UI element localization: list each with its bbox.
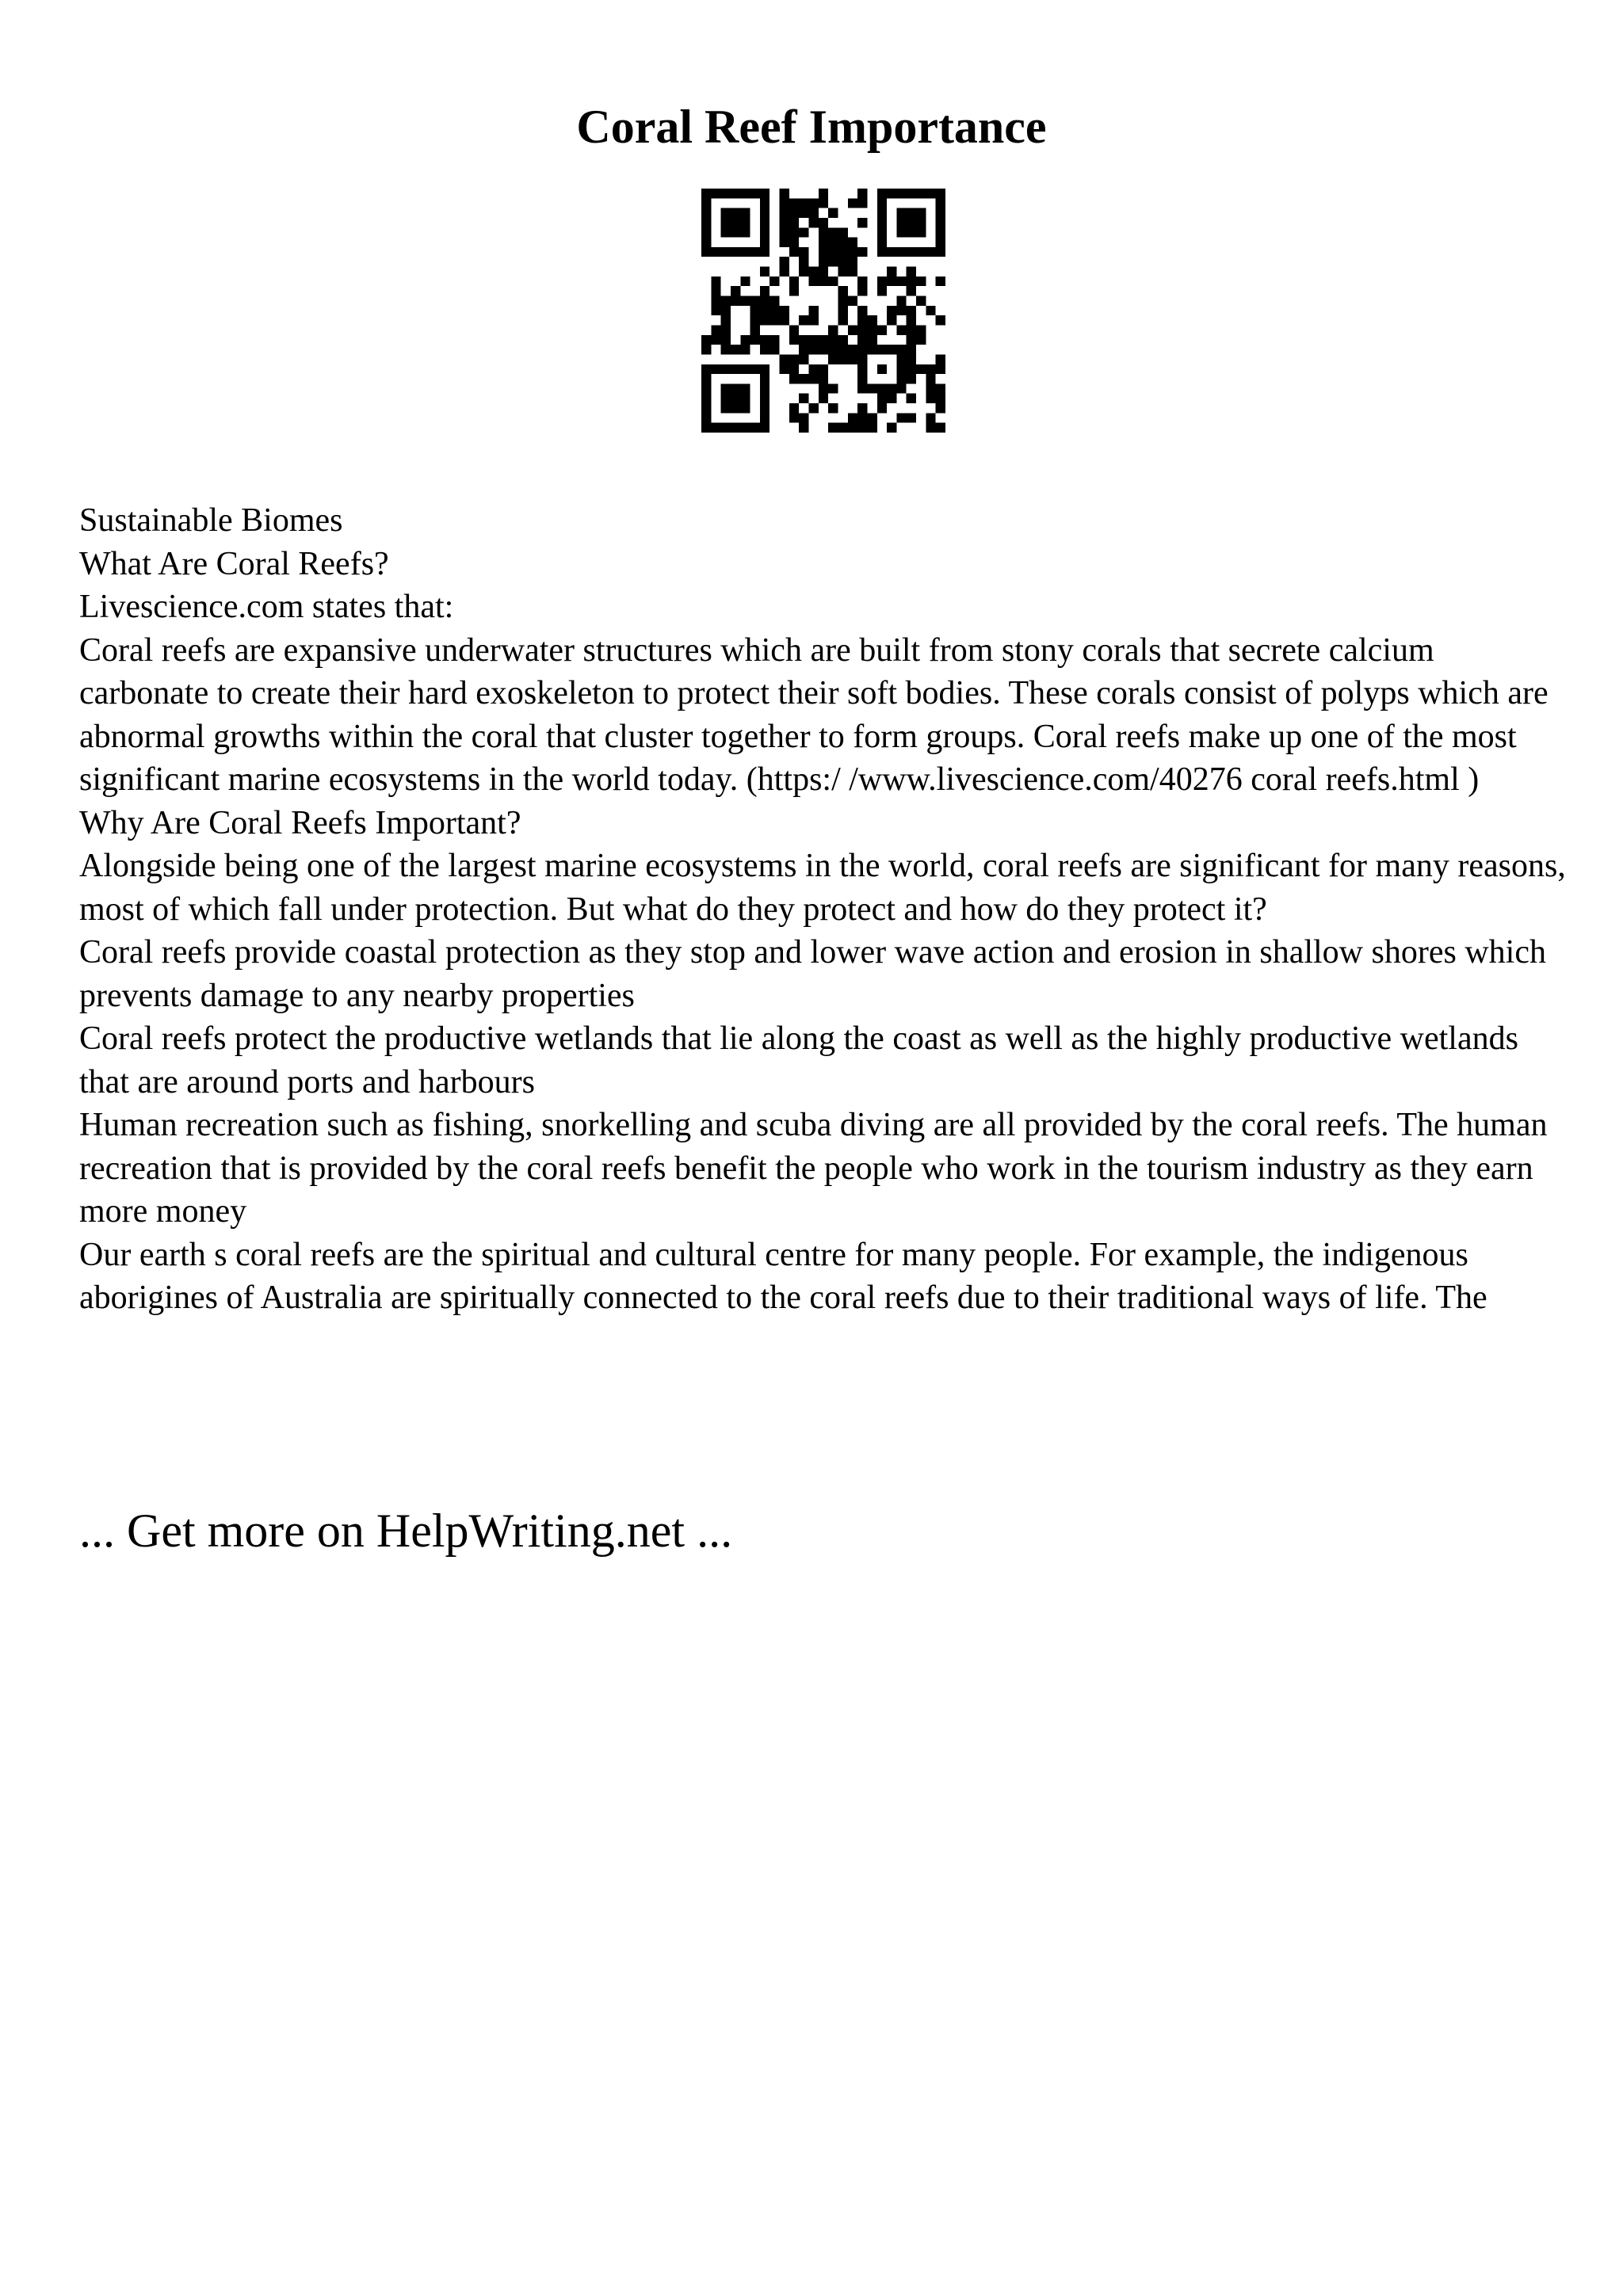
paragraph: Alongside being one of the largest marine ecosystems in the world, coral reefs are significant for many reasons, most of which fall under protection. But what do they protect and how do they protect it? [79, 848, 1566, 928]
paragraph: Our earth s coral reefs are the spiritual and cultural centre for many people. For example, the indigenous aborigines of Australia are spiritually connected to the coral reefs due to their traditional ways of life. The [79, 1236, 1487, 1316]
paragraph: Coral reefs are expansive underwater structures which are built from stony corals that secrete calcium carbonate to create their hard exoskeleton to protect their soft bodies. These corals consist of polyps which are abnormal growths within the coral that cluster together to form groups. Coral reefs make up one of the most significant marine ecosystems in the world today. (https:/ /www.livescience.com/40276 coral reefs.html ) [79, 631, 1549, 798]
qr-code-icon[interactable] [701, 189, 945, 433]
paragraph: Human recreation such as fishing, snorkelling and scuba diving are all provided by the coral reefs. The human recreation that is provided by the coral reefs benefit the people who work in the tourism industry as they earn more money [79, 1107, 1548, 1230]
section-heading: Why Are Coral Reefs Important? [79, 804, 521, 841]
paragraph: Coral reefs protect the productive wetlands that lie along the coast as well as the highly productive wetlands that are around ports and harbours [79, 1020, 1518, 1100]
paragraph: Coral reefs provide coastal protection as they stop and lower wave action and erosion in shallow shores which prevents damage to any nearby properties [79, 934, 1546, 1014]
section-heading: What Are Coral Reefs? [79, 545, 389, 582]
get-more-link[interactable]: ... Get more on HelpWriting.net ... [79, 1505, 733, 1557]
document-title: Coral Reef Importance [576, 101, 1047, 153]
source-attribution: Livescience.com states that: [79, 589, 454, 625]
section-label: Sustainable Biomes [79, 502, 343, 539]
document-body [79, 499, 1569, 1320]
